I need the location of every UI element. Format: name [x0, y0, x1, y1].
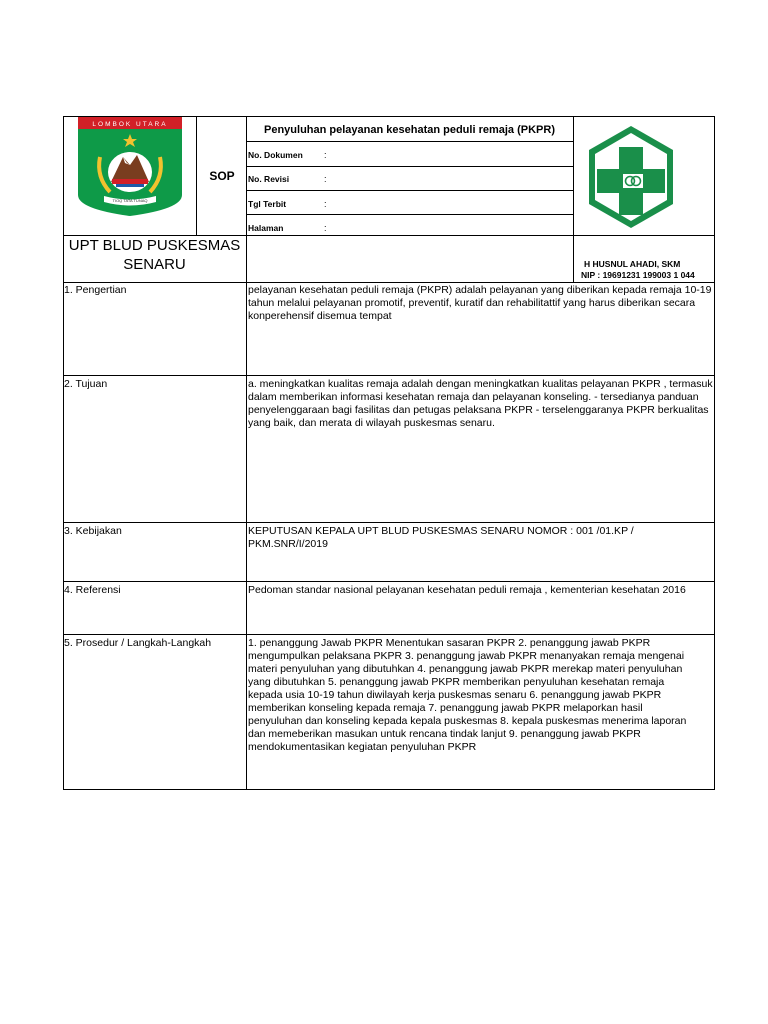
- section-content-tujuan: a. meningkatkan kualitas remaja adalah dengan meningkatkan kualitas pelayanan PKPR , termasuk dalam memberikan informasi kesehatan remaja dan pelayanan konseling. - tersedianya panduan penyelenggaraan bagi fasilitas dan petugas pelaksana PKPR - terselenggaranya PKPR berkualitas yang baik, dan merata di wilayah puskesmas senaru.: [248, 378, 713, 429]
- header-right-divider: [573, 116, 574, 283]
- meta-label-no-revisi: No. Revisi: [248, 174, 290, 184]
- meta-sep-no-dokumen: :: [324, 150, 327, 160]
- puskesmas-emblem-icon: [585, 123, 677, 231]
- section-label-prosedur: 5. Prosedur / Langkah-Langkah: [64, 637, 212, 649]
- meta-sep-no-revisi: :: [324, 174, 327, 184]
- meta-label-no-dokumen: No. Dokumen: [248, 150, 303, 160]
- meta-line-3: [246, 214, 573, 215]
- section-4-bottom: [63, 634, 715, 635]
- org-name: [63, 236, 246, 274]
- section-3-bottom: [63, 581, 715, 582]
- meta-label-tgl-terbit: Tgl Terbit: [248, 199, 287, 209]
- logo-banner-text: LOMBOK UTARA: [92, 121, 168, 128]
- regency-emblem-icon: [78, 117, 182, 217]
- meta-line-1: [246, 166, 573, 167]
- section-content-prosedur: 1. penanggung Jawab PKPR Menentukan sasaran PKPR 2. penanggung jawab PKPR mengumpulkan pelaksana PKPR 3. penanggung jawab PKPR menanyakan remaja mengenai materi penyuluhan yang dibutuhkan 4. penanggung jawab PKPR merekap materi penyuluhan yang dibutuhkan 5. penanggung jawab PKPR memberikan penyuluhan kesehatan remaja kepada usia 10-19 tahun diwilayah kerja puskesmas senaru 6. penanggung jawab PKPR memberikan konseling kepada remaja 7. penanggung jawab PKPR melaporkan hasil penyuluhan dan konseling kepada kepala puskesmas 8. kepala puskesmas menerima laporan dan memeberikan masukan untuk rencana tindak lanjut 9. penanggung jawab PKPR mendokumentasikan kegiatan penyuluhan PKPR: [248, 637, 687, 753]
- table-left-border: [63, 116, 64, 790]
- header-bottom-border: [63, 282, 715, 283]
- section-label-kebijakan: 3. Kebijakan: [64, 525, 122, 537]
- org-name-line-1: UPT BLUD PUSKESMAS: [68, 237, 241, 254]
- signer-name: H HUSNUL AHADI, SKM: [584, 259, 681, 269]
- section-2-bottom: [63, 522, 715, 523]
- puskesmas-logo: [585, 123, 677, 231]
- table-col-divider: [246, 116, 247, 790]
- meta-sep-tgl-terbit: :: [324, 199, 327, 209]
- section-content-referensi: Pedoman standar nasional pelayanan kesehatan peduli remaja , kementerian kesehatan 2016: [248, 584, 686, 596]
- section-label-tujuan: 2. Tujuan: [64, 378, 108, 390]
- signer-nip: NIP : 19691231 199003 1 044: [581, 270, 695, 280]
- section-1-bottom: [63, 375, 715, 376]
- document-title: Penyuluhan pelayanan kesehatan peduli remaja (PKPR): [264, 124, 555, 136]
- meta-sep-halaman: :: [324, 223, 327, 233]
- section-label-pengertian: 1. Pengertian: [64, 284, 127, 296]
- meta-line-2: [246, 190, 573, 191]
- title-underline: [246, 141, 573, 142]
- section-content-pengertian: pelayanan kesehatan peduli remaja (PKPR) adalah pelayanan yang diberikan kepada remaja 10-19 tahun melalui pelayanan promotif, preventif, kuratif dan rehabilitattif yang harus diberikan secara konperehensif disemua tempat: [248, 284, 712, 322]
- meta-label-halaman: Halaman: [248, 223, 284, 233]
- sop-label: SOP: [209, 169, 235, 183]
- table-right-border: [714, 116, 715, 790]
- header-logo-divider: [196, 116, 197, 236]
- table-bottom-border: [63, 789, 715, 790]
- lombok-utara-logo: [78, 117, 182, 217]
- section-content-kebijakan: KEPUTUSAN KEPALA UPT BLUD PUSKESMAS SENARU NOMOR : 001 /01.KP / PKM.SNR/I/2019: [248, 525, 634, 550]
- logo-motto-text: TIOQ TATA TUNAQ: [112, 198, 148, 203]
- org-name-line-2: SENARU: [123, 256, 186, 273]
- section-label-referensi: 4. Referensi: [64, 584, 121, 596]
